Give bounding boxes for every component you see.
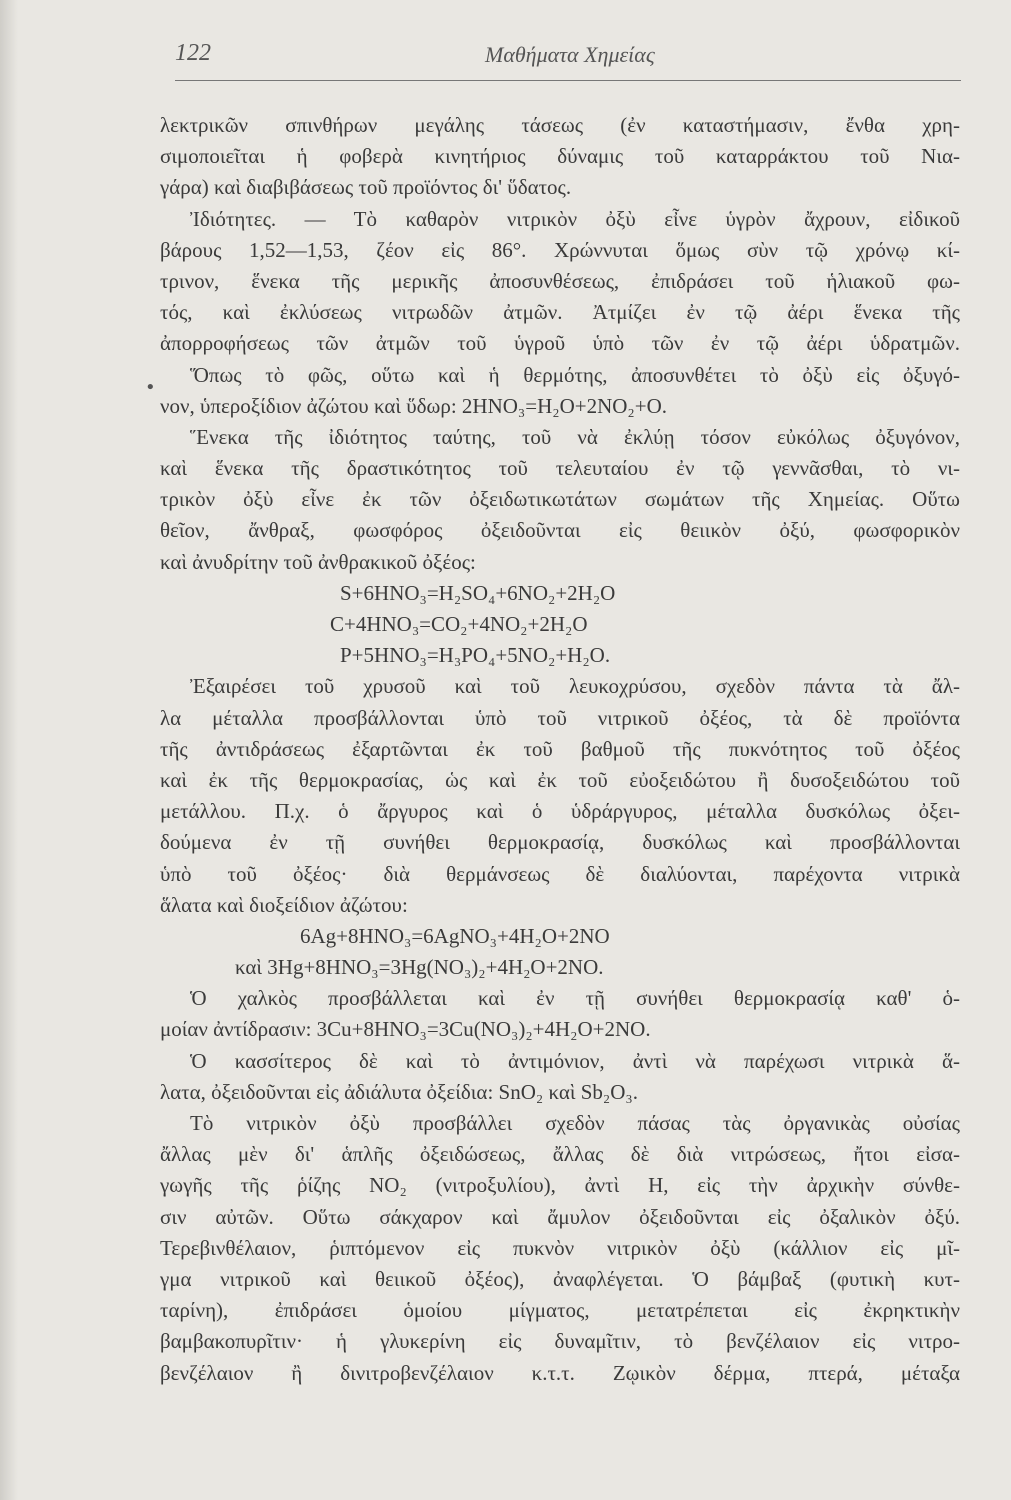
chemical-equation: 6Ag+8HNO₃=6AgNO₃+4H₂O+2NO (300, 923, 610, 948)
text-line: ἀπορροφήσεως τῶν ἀτμῶν τοῦ ὑγροῦ ὑπὸ τῶν ἐν τῷ ἀέρι ὑδρατμῶν. (160, 331, 960, 356)
page-number: 122 (175, 40, 211, 66)
text-line: σιμοποιεῖται ἡ φοβερὰ κινητήριος δύναμις τοῦ καταρράκτου τοῦ Νια- (160, 144, 960, 169)
text-line: τρινον, ἕνεκα τῆς μερικῆς ἀποσυνθέσεως, ἐπιδράσει τοῦ ἡλιακοῦ φω- (160, 268, 960, 293)
text-line: καὶ ἕνεκα τῆς δραστικότητος τοῦ τελευταίου ἐν τῷ γεννᾶσθαι, τὸ νι- (160, 456, 960, 481)
text-line: Τερεβινθέλαιον, ῥιπτόμενον εἰς πυκνὸν νιτρικὸν ὀξὺ (κάλλιον εἰς μῖ- (160, 1235, 960, 1260)
text-line: δούμενα ἐν τῇ συνήθει θερμοκρασίᾳ, δυσκόλως καὶ προσβάλλονται (160, 830, 960, 855)
text-line: τός, καὶ ἐκλύσεως νιτρωδῶν ἀτμῶν. Ἀτμίζει ἐν τῷ ἀέρι ἕνεκα τῆς (160, 300, 960, 325)
running-title: Μαθήματα Χημείας (485, 42, 655, 67)
text-line: τρικὸν ὀξὺ εἶνε ἐκ τῶν ὀξειδωτικωτάτων σωμάτων τῆς Χημείας. Οὕτω (160, 487, 960, 512)
text-line: ταρίνη), ἐπιδράσει ὁμοίου μίγματος, μετατρέπεται εἰς ἐκρηκτικὴν (160, 1298, 960, 1323)
text-line: Ὁ κασσίτερος δὲ καὶ τὸ ἀντιμόνιον, ἀντὶ νὰ παρέχωσι νιτρικὰ ἅ- (190, 1048, 960, 1073)
text-line: Ὅπως τὸ φῶς, οὕτω καὶ ἡ θερμότης, ἀποσυνθέτει τὸ ὀξὺ εἰς ὀξυγό- (190, 362, 960, 387)
text-line: ὑπὸ τοῦ ὀξέος· διὰ θερμάνσεως δὲ διαλύονται, παρέχοντα νιτρικὰ (160, 861, 960, 886)
text-line: βάρους 1,52—1,53, ζέον εἰς 86°. Χρώννυται ὅμως σὺν τῷ χρόνῳ κί- (160, 237, 960, 262)
text-line: Ὁ χαλκὸς προσβάλλεται καὶ ἐν τῇ συνήθει θερμοκρασίᾳ καθ' ὁ- (190, 986, 960, 1011)
chemical-equation: καὶ 3Hg+8HNO₃=3Hg(NO₃)₂+4H₂O+2NO. (235, 955, 604, 980)
text-line: Ἕνεκα τῆς ἰδιότητος ταύτης, τοῦ νὰ ἐκλύῃ τόσον εὐκόλως ὀξυγόνον, (190, 424, 960, 449)
chemical-equation: P+5HNO₃=H₃PO₄+5NO₂+H₂O. (340, 643, 611, 668)
text-line: γάρα) καὶ διαβιβάσεως τοῦ προϊόντος δι' ὕδατος. (160, 175, 572, 200)
text-line: γωγῆς τῆς ῥίζης NO₂ (νιτροξυλίου), ἀντὶ H, εἰς τὴν ἀρχικὴν σύνθε- (160, 1173, 960, 1198)
text-line: γμα νιτρικοῦ καὶ θειικοῦ ὀξέος), ἀναφλέγεται. Ὁ βάμβαξ (φυτικὴ κυτ- (160, 1266, 960, 1291)
text-line: τῆς ἀντιδράσεως ἐξαρτῶνται ἐκ τοῦ βαθμοῦ τῆς πυκνότητος τοῦ ὀξέος (160, 736, 960, 761)
page-header (175, 40, 961, 81)
text-line: καὶ ἐκ τῆς θερμοκρασίας, ὡς καὶ ἐκ τοῦ εὐοξειδώτου ἢ δυσοξειδώτου τοῦ (160, 767, 960, 792)
text-line: ἄλλας μὲν δι' ἁπλῆς ὀξειδώσεως, ἄλλας δὲ διὰ νιτρώσεως, ἤτοι εἰσα- (160, 1142, 960, 1167)
text-line: νον, ὑπεροξίδιον ἀζώτου καὶ ὕδωρ: 2HNO₃=H₂O+2NO₂+O. (160, 393, 667, 418)
text-line: βενζέλαιον ἢ δινιτροβενζέλαιον κ.τ.τ. Ζῳικὸν δέρμα, πτερά, μέταξα (160, 1360, 960, 1385)
text-line: λα μέταλλα προσβάλλονται ὑπὸ τοῦ νιτρικοῦ ὀξέος, τὰ δὲ προϊόντα (160, 705, 960, 730)
text-line: βαμβακοπυρῖτιν· ἡ γλυκερίνη εἰς δυναμῖτιν, τὸ βενζέλαιον εἰς νιτρο- (160, 1329, 960, 1354)
body-text (160, 110, 960, 1389)
chemical-equation: S+6HNO₃=H₂SO₄+6NO₂+2H₂O (340, 580, 616, 605)
text-line: λατα, ὀξειδοῦνται εἰς ἀδιάλυτα ὀξείδια: SnO₂ καὶ Sb₂O₃. (160, 1079, 638, 1104)
text-line: Τὸ νιτρικὸν ὀξὺ προσβάλλει σχεδὸν πάσας τὰς ὀργανικὰς οὐσίας (190, 1111, 960, 1135)
chemical-equation: C+4HNO₃=CO₂+4NO₂+2H₂O (330, 612, 588, 636)
margin-mark: • (145, 377, 156, 398)
page-spine-shadow (0, 0, 18, 1500)
text-line: ἅλατα καὶ διοξείδιον ἀζώτου: (160, 892, 408, 917)
text-line: μοίαν ἀντίδρασιν: 3Cu+8HNO₃=3Cu(NO₃)₂+4H₂O+2NO. (160, 1017, 651, 1042)
text-line: μετάλλου. Π.χ. ὁ ἄργυρος καὶ ὁ ὑδράργυρος, μέταλλα δυσκόλως ὀξει- (160, 799, 960, 824)
text-line: Ἐξαιρέσει τοῦ χρυσοῦ καὶ τοῦ λευκοχρύσου, σχεδὸν πάντα τὰ ἄλ- (190, 674, 960, 699)
text-line: Ἰδιότητες. — Τὸ καθαρὸν νιτρικὸν ὀξὺ εἶνε ὑγρὸν ἄχρουν, εἰδικοῦ (190, 206, 960, 231)
text-line: καὶ ἀνυδρίτην τοῦ ἀνθρακικοῦ ὀξέος: (160, 549, 476, 574)
text-line: θεῖον, ἄνθραξ, φωσφόρος ὀξειδοῦνται εἰς θειικὸν ὀξύ, φωσφορικὸν (160, 518, 960, 543)
text-line: σιν αὐτῶν. Οὕτω σάκχαρον καὶ ἄμυλον ὀξειδοῦνται εἰς ὀξαλικὸν ὀξύ. (160, 1204, 960, 1229)
text-line: λεκτρικῶν σπινθήρων μεγάλης τάσεως (ἐν καταστήμασιν, ἔνθα χρη- (160, 113, 960, 137)
